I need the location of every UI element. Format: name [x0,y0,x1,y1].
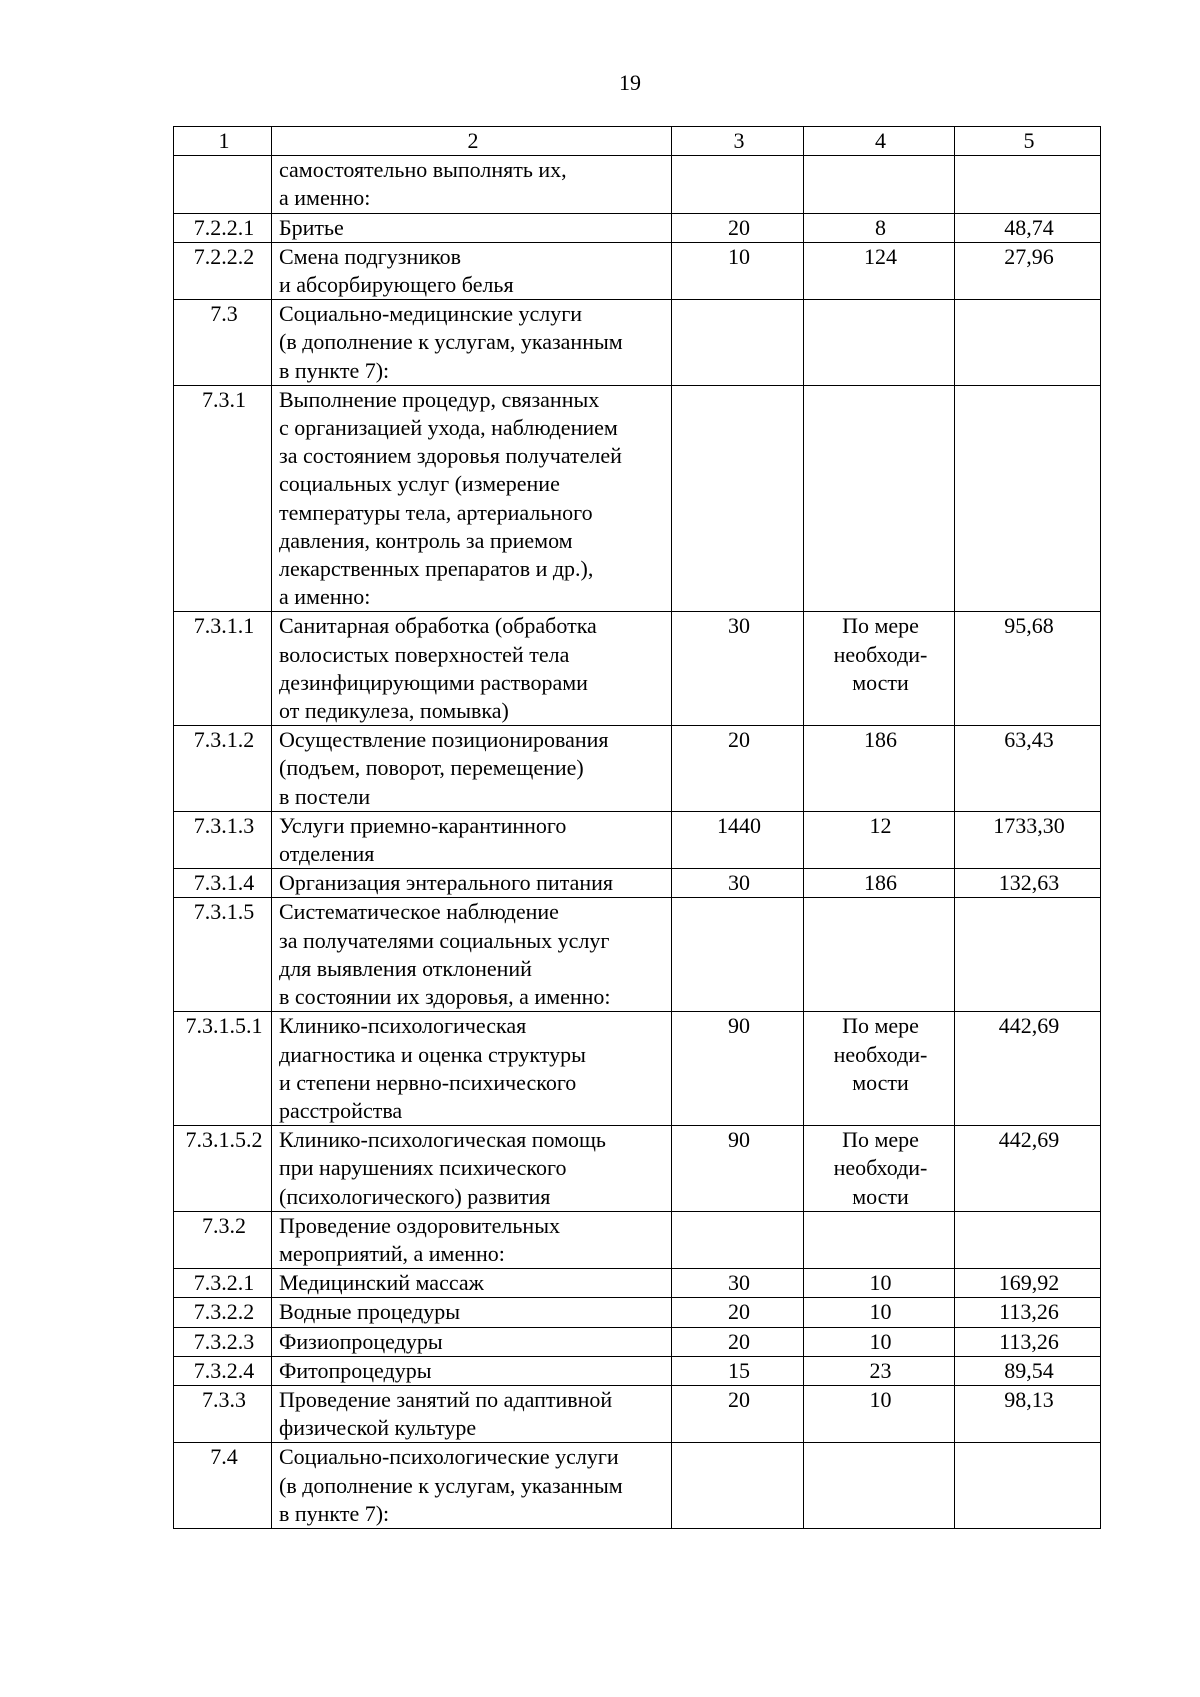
price-cell: 63,43 [955,726,1101,812]
item-number-cell: 7.3.3 [174,1385,272,1442]
price-cell [955,898,1101,1012]
duration-cell [672,300,804,386]
duration-cell: 10 [672,242,804,299]
duration-cell: 20 [672,726,804,812]
table-row [174,1298,1101,1327]
page-number: 19 [619,70,641,95]
price-cell [955,1443,1101,1529]
table-row [174,612,1101,726]
duration-cell: 30 [672,869,804,898]
service-name-cell: Бритье [272,213,672,242]
frequency-cell: 10 [804,1298,955,1327]
frequency-cell [804,300,955,386]
duration-cell: 15 [672,1356,804,1385]
price-cell: 1733,30 [955,811,1101,868]
item-number-cell: 7.2.2.1 [174,213,272,242]
frequency-cell: 23 [804,1356,955,1385]
frequency-cell: 10 [804,1269,955,1298]
price-cell [955,156,1101,213]
item-number-cell: 7.3.2.1 [174,1269,272,1298]
price-cell: 89,54 [955,1356,1101,1385]
duration-cell: 20 [672,1327,804,1356]
table-header-row [174,127,1101,156]
duration-cell: 90 [672,1012,804,1126]
table-row [174,811,1101,868]
price-cell: 95,68 [955,612,1101,726]
service-name-cell: Клинико-психологическая помощь при нарушениях психического (психологического) развития [272,1126,672,1212]
service-name-cell: Смена подгузников и абсорбирующего белья [272,242,672,299]
service-name-cell: Выполнение процедур, связанных с организацией ухода, наблюдением за состоянием здоровья получателей социальных услуг (измерение температуры тела, артериального давления, контроль за приемом лекарственных препаратов и др.), а именно: [272,385,672,612]
table-row [174,1269,1101,1298]
service-name-cell: Медицинский массаж [272,1269,672,1298]
duration-cell [672,385,804,612]
service-name-cell: Клинико-психологическая диагностика и оценка структуры и степени нервно-психического расстройства [272,1012,672,1126]
item-number-cell: 7.3 [174,300,272,386]
price-cell [955,300,1101,386]
price-cell: 98,13 [955,1385,1101,1442]
duration-cell [672,1211,804,1268]
service-name-cell: Фитопроцедуры [272,1356,672,1385]
duration-cell: 20 [672,213,804,242]
column-header-3: 3 [672,127,804,156]
duration-cell: 20 [672,1298,804,1327]
frequency-cell [804,1211,955,1268]
price-cell: 442,69 [955,1012,1101,1126]
column-header-5: 5 [955,127,1101,156]
service-name-cell: Проведение занятий по адаптивной физической культуре [272,1385,672,1442]
price-cell [955,1211,1101,1268]
duration-cell [672,1443,804,1529]
duration-cell [672,898,804,1012]
item-number-cell: 7.4 [174,1443,272,1529]
services-table [173,126,1101,1529]
frequency-cell: По мере необходи- мости [804,1126,955,1212]
item-number-cell: 7.3.2 [174,1211,272,1268]
table-row [174,1356,1101,1385]
frequency-cell: 10 [804,1385,955,1442]
table-row [174,1385,1101,1442]
service-name-cell: Социально-психологические услуги (в дополнение к услугам, указанным в пункте 7): [272,1443,672,1529]
price-cell: 48,74 [955,213,1101,242]
service-name-cell: Организация энтерального питания [272,869,672,898]
table-row [174,385,1101,612]
duration-cell: 90 [672,1126,804,1212]
frequency-cell [804,156,955,213]
frequency-cell: По мере необходи- мости [804,1012,955,1126]
service-name-cell: Социально-медицинские услуги (в дополнение к услугам, указанным в пункте 7): [272,300,672,386]
item-number-cell: 7.3.1.2 [174,726,272,812]
service-name-cell: Систематическое наблюдение за получателями социальных услуг для выявления отклонений в состоянии их здоровья, а именно: [272,898,672,1012]
frequency-cell: 124 [804,242,955,299]
service-name-cell: самостоятельно выполнять их, а именно: [272,156,672,213]
table-row [174,1327,1101,1356]
table-body [174,156,1101,1529]
table-row [174,869,1101,898]
price-cell: 132,63 [955,869,1101,898]
service-name-cell: Санитарная обработка (обработка волосистых поверхностей тела дезинфицирующими растворами от педикулеза, помывка) [272,612,672,726]
table-row [174,213,1101,242]
frequency-cell: 12 [804,811,955,868]
table-row [174,242,1101,299]
frequency-cell: 186 [804,726,955,812]
item-number-cell: 7.3.1.1 [174,612,272,726]
duration-cell [672,156,804,213]
item-number-cell: 7.3.2.3 [174,1327,272,1356]
frequency-cell: По мере необходи- мости [804,612,955,726]
item-number-cell: 7.3.2.2 [174,1298,272,1327]
table-row [174,726,1101,812]
price-cell: 113,26 [955,1298,1101,1327]
frequency-cell: 10 [804,1327,955,1356]
price-cell [955,385,1101,612]
price-cell: 442,69 [955,1126,1101,1212]
item-number-cell: 7.2.2.2 [174,242,272,299]
item-number-cell: 7.3.1 [174,385,272,612]
frequency-cell [804,385,955,612]
service-name-cell: Осуществление позиционирования (подъем, поворот, перемещение) в постели [272,726,672,812]
item-number-cell: 7.3.1.5.2 [174,1126,272,1212]
table-row [174,1443,1101,1529]
frequency-cell [804,1443,955,1529]
item-number-cell [174,156,272,213]
duration-cell: 20 [672,1385,804,1442]
service-name-cell: Водные процедуры [272,1298,672,1327]
column-header-2: 2 [272,127,672,156]
duration-cell: 30 [672,1269,804,1298]
service-name-cell: Услуги приемно-карантинного отделения [272,811,672,868]
price-cell: 113,26 [955,1327,1101,1356]
duration-cell: 1440 [672,811,804,868]
price-cell: 169,92 [955,1269,1101,1298]
table-row [174,1126,1101,1212]
table-row [174,1211,1101,1268]
item-number-cell: 7.3.1.3 [174,811,272,868]
table-row [174,300,1101,386]
service-name-cell: Физиопроцедуры [272,1327,672,1356]
frequency-cell: 8 [804,213,955,242]
item-number-cell: 7.3.1.4 [174,869,272,898]
column-header-4: 4 [804,127,955,156]
frequency-cell: 186 [804,869,955,898]
item-number-cell: 7.3.1.5 [174,898,272,1012]
duration-cell: 30 [672,612,804,726]
table-row [174,1012,1101,1126]
column-header-1: 1 [174,127,272,156]
item-number-cell: 7.3.1.5.1 [174,1012,272,1126]
frequency-cell [804,898,955,1012]
table-row [174,156,1101,213]
table-row [174,898,1101,1012]
item-number-cell: 7.3.2.4 [174,1356,272,1385]
price-cell: 27,96 [955,242,1101,299]
service-name-cell: Проведение оздоровительных мероприятий, а именно: [272,1211,672,1268]
